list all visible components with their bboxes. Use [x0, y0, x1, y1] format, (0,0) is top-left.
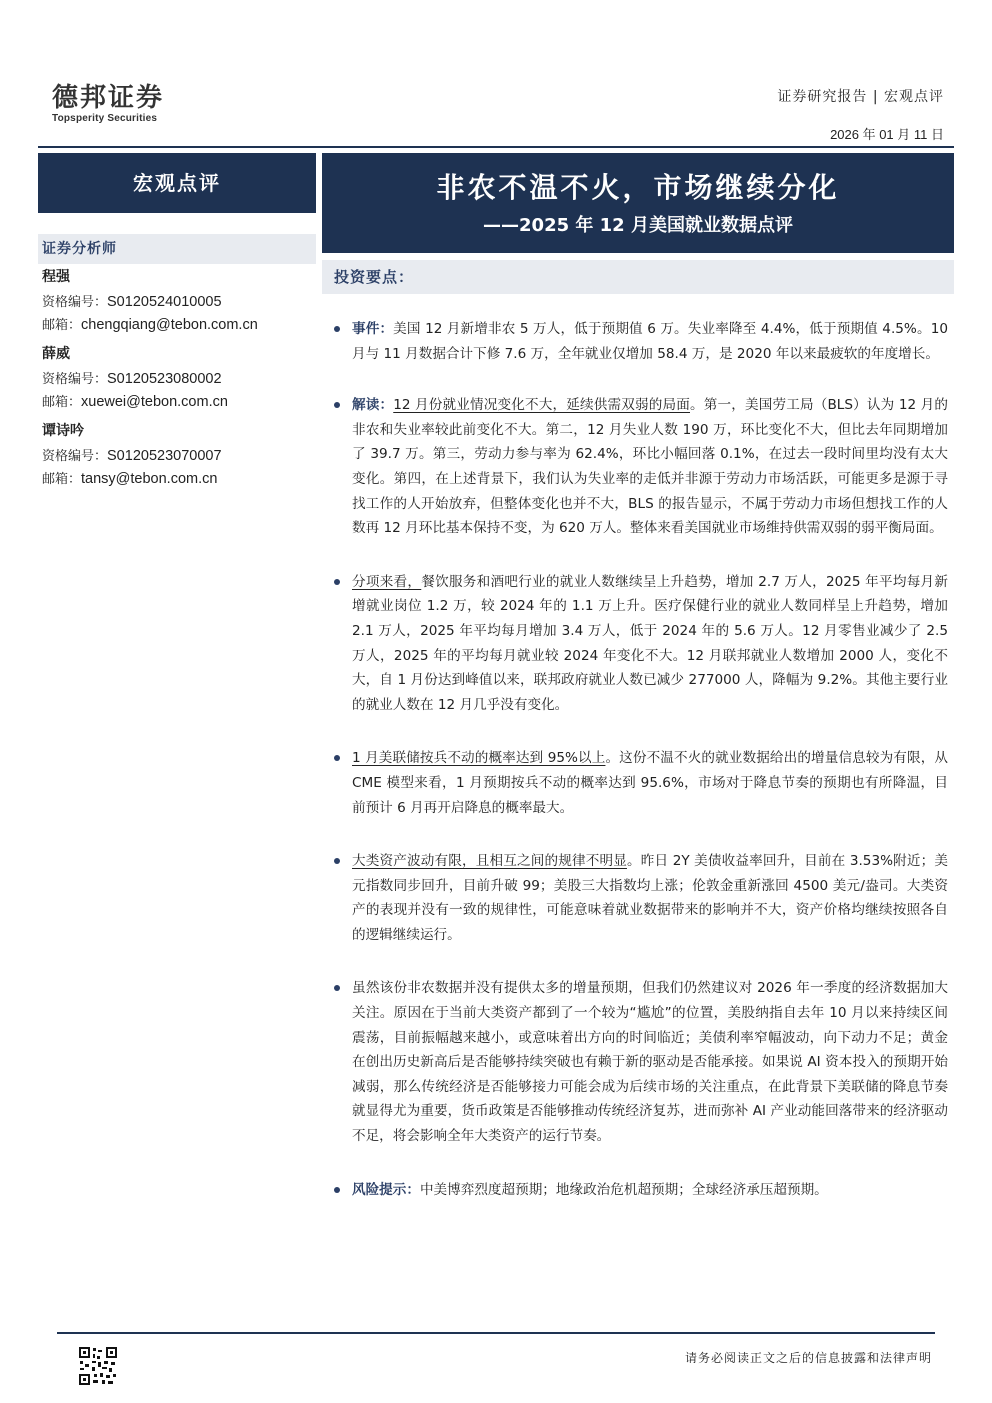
- point-outlook: 虽然该份非农数据并没有提供太多的增量预期，但我们仍然建议对 2026 年一季度的经济数据加大关注。原因在于当前大类资产都到了一个较为“尴尬”的位置，美股纳指自去年 10 月以来持续区间震荡，目前振幅越来越小，或意味着出方向的时间临近；美债利率窄幅波动，向下动力不足；黄金在创出历史新高后是否能够持续突破也有赖于新的驱动是否能承接。如果说 AI 资本投入的预期开始减弱，那么传统经济是否能够接力可能会成为后续市场的关注重点，在此背景下美联储的降息节奏就显得尤为重要，货币政策是否能够推动传统经济复苏，进而弥补 AI 产业动能回落带来的经济驱动不足，将会影响全年大类资产的运行节奏。: [334, 976, 948, 1148]
- point-risk: 风险提示：中美博弈烈度超预期；地缘政治危机超预期；全球经济承压超预期。: [334, 1178, 948, 1203]
- footer-divider: [57, 1332, 935, 1334]
- report-title: 非农不温不火，市场继续分化: [436, 171, 840, 204]
- legal-disclaimer: 请务必阅读正文之后的信息披露和法律声明: [684, 1351, 932, 1365]
- analyst-email: 邮箱：chengqiang@tebon.com.cn: [42, 317, 258, 333]
- analyst-name: 程强: [42, 269, 70, 285]
- point-sectors: 分项来看，餐饮服务和酒吧行业的就业人数继续呈上升趋势，增加 2.7 万人，2025 年平均每月新增就业岗位 1.2 万，较 2024 年的 1.1 万上升。医疗保健行业的就业人数同样呈上升趋势，增加 2.1 万人，2025 年平均每月增加 3.4 万人，低于 2024 年的 5.6 万人。12 月零售业减少了 2.5 万人，2025 年的平均每月就业较 2024 年变化不大。12 月联邦就业人数增加 2000 人，变化不大，自 1 月份达到峰值以来，联邦政府就业人数已减少 277000 人，降幅为 9.2%。其他主要行业的就业人数在 12 月几乎没有变化。: [334, 570, 948, 718]
- point-event: 事件：美国 12 月新增非农 5 万人，低于预期值 6 万。失业率降至 4.4%，低于预期值 4.5%。10 月与 11 月数据合计下修 7.6 万，全年就业仅增加 58.4 万，是 2020 年以来最疲软的年度增长。: [334, 317, 948, 366]
- analyst-card: [42, 420, 312, 491]
- analyst-list: [42, 266, 312, 497]
- email-link[interactable]: xuewei@tebon.com.cn: [81, 394, 228, 410]
- analyst-section-heading: 证券分析师: [38, 234, 316, 264]
- report-type: 证券研究报告 | 宏观点评: [777, 89, 944, 105]
- investment-points-heading: 投资要点：: [322, 260, 954, 294]
- point-interpretation: 解读：12 月份就业情况变化不大，延续供需双弱的局面。第一，美国劳工局（BLS）认为 12 月的非农和失业率较此前变化不大。第二，12 月失业人数 190 万，环比变化不大，但比去年同期增加了 39.7 万。第三，劳动力参与率为 62.4%，环比小幅回落 0.1%，在过去一段时间里均没有太大变化。第四，在上述背景下，我们认为失业率的走低并非源于劳动力市场活跃，可能更多是源于寻找工作的人开始放弃，但整体变化也并不大，BLS 的报告显示，不属于劳动力市场但想找工作的人数再 12 月环比基本保持不变，为 620 万人。整体来看美国就业市场维持供需双弱的弱平衡局面。: [334, 393, 948, 541]
- investment-points-list: [334, 317, 948, 1202]
- email-link[interactable]: tansy@tebon.com.cn: [81, 471, 218, 487]
- qr-code-icon: [78, 1346, 118, 1386]
- report-date: 2026 年 01 月 11 日: [830, 127, 944, 142]
- analyst-name: 薛威: [42, 346, 70, 362]
- analyst-cert: 资格编号：S0120523080002: [42, 371, 222, 387]
- report-subtitle: ——2025 年 12 月美国就业数据点评: [483, 215, 793, 236]
- analyst-card: [42, 266, 312, 337]
- company-logo: [52, 84, 164, 124]
- category-banner: 宏观点评: [38, 153, 316, 213]
- logo-english-name: Topsperity Securities: [52, 113, 158, 124]
- point-assets: 大类资产波动有限，且相互之间的规律不明显。昨日 2Y 美债收益率回升，目前在 3.53%附近；美元指数同步回升，目前升破 99；美股三大指数均上涨；伦敦金重新涨回 4500 美元/盎司。大类资产的表现并没有一致的规律性，可能意味着就业数据带来的影响并不大，资产价格均继续按照各自的逻辑继续运行。: [334, 849, 948, 947]
- analyst-card: [42, 343, 312, 414]
- analyst-email: 邮箱：xuewei@tebon.com.cn: [42, 394, 228, 410]
- header-divider: [38, 146, 954, 148]
- analyst-cert: 资格编号：S0120524010005: [42, 294, 222, 310]
- logo-chinese-name: 德邦证券: [52, 83, 165, 113]
- title-banner: [322, 153, 954, 253]
- analyst-cert: 资格编号：S0120523070007: [42, 448, 222, 464]
- analyst-email: 邮箱：tansy@tebon.com.cn: [42, 471, 218, 487]
- email-link[interactable]: chengqiang@tebon.com.cn: [81, 317, 258, 333]
- point-fed: 1 月美联储按兵不动的概率达到 95%以上。这份不温不火的就业数据给出的增量信息较为有限，从 CME 模型来看，1 月预期按兵不动的概率达到 95.6%，市场对于降息节奏的预期也有所降温，目前预计 6 月再开启降息的概率最大。: [334, 746, 948, 820]
- analyst-name: 谭诗吟: [42, 423, 84, 439]
